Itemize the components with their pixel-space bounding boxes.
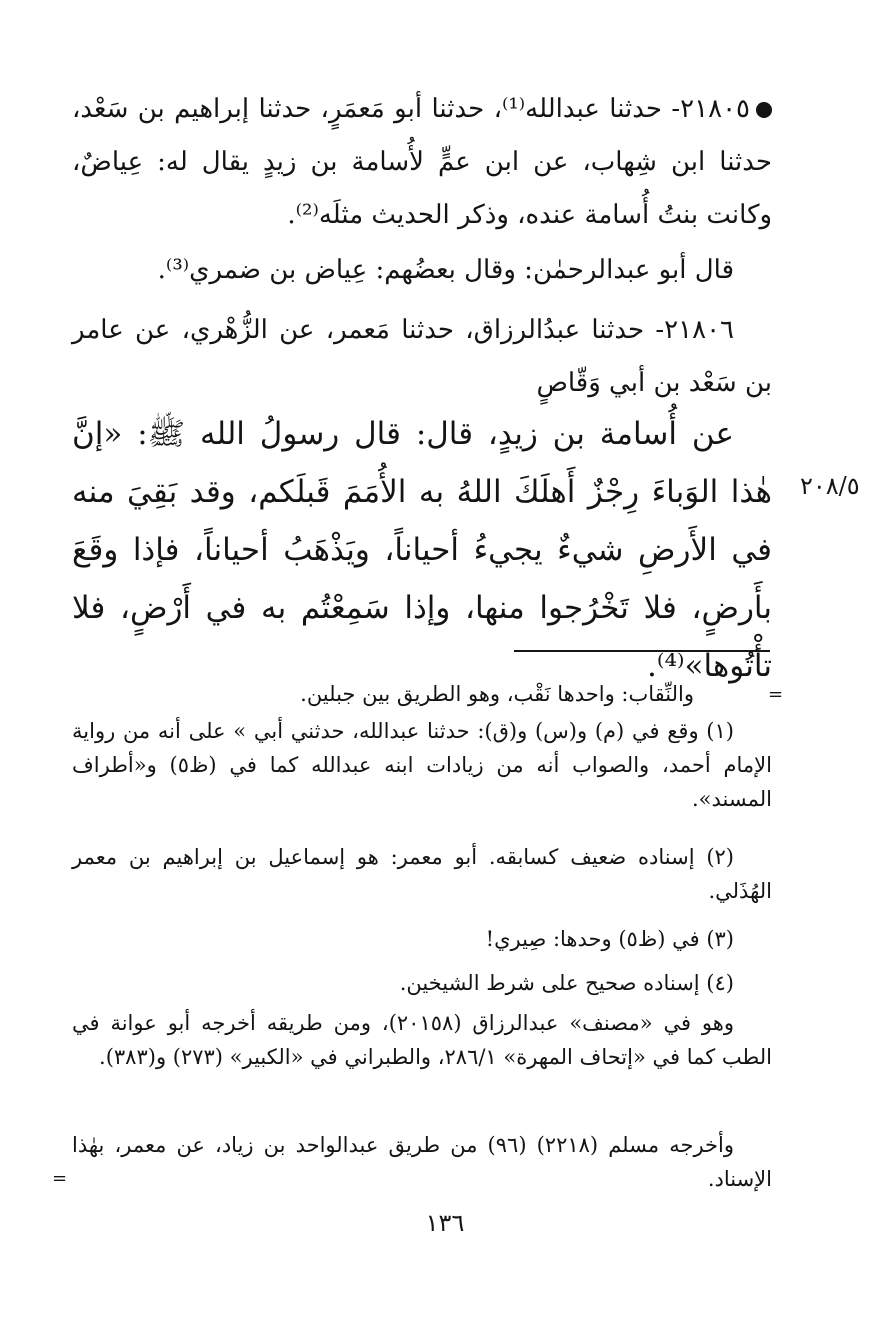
page-number: ١٣٦ (425, 1209, 465, 1237)
footnote-4: (٤) إسناده صحيح على شرط الشيخين. (399, 971, 734, 995)
bullet-icon (756, 102, 772, 118)
hadith-21805-paragraph (72, 83, 772, 242)
hadith-21805-text: ٢١٨٠٥- حدثنا عبدالله⁽¹⁾، حدثنا أبو مَعمَرٍ، حدثنا إبراهيم بن سَعْد، حدثنا ابن شِهاب، عن ابن عمٍّ لأُسامة بن زيدٍ يقال له: عِياضٌ، وكانت بنتُ أُسامة عنده، وذكر الحديث مثلَه⁽²⁾. (72, 94, 772, 230)
abu-abdulrahman-note: قال أبو عبدالرحمٰن: وقال بعضُهم: عِياض بن ضمري⁽³⁾. (157, 255, 734, 285)
footnote-2: (٢) إسناده ضعيف كسابقه. أبو معمر: هو إسماعيل بن إبراهيم بن معمر الهُذَلي. (72, 845, 772, 903)
footnote-4-continuation-2: وأخرجه مسلم (٢٢١٨) (٩٦) من طريق عبدالواحد بن زياد، عن معمر، بهٰذا الإسناد. (72, 1133, 772, 1191)
footnote-4-continuation: وهو في «مصنف» عبدالرزاق (٢٠١٥٨)، ومن طريقه أخرجه أبو عوانة في الطب كما في «إتحاف المهرة» ٢٨٦/١، والطبراني في «الكبير» (٢٧٣) و(٣٨٣). (72, 1011, 772, 1069)
footnote-1: (١) وقع في (م) و(س) و(ق): حدثنا عبدالله، حدثني أبي » على أنه من رواية الإمام أحمد، والصواب أنه من زيادات ابنه عبدالله كما في (ظ٥) و«أطراف المسند». (72, 719, 772, 811)
hadith-21806-matn: عن أُسامة بن زيدٍ، قال: قال رسولُ الله ﷺ: «إنَّ هٰذا الوَباءَ رِجْزٌ أَهلَكَ اللهُ به الأُمَمَ قَبلَكم، وقد بَقِيَ منه في الأَرضِ شيءٌ يجيءُ أحياناً، ويَذْهَبُ أحياناً، فإذا وقَعَ بأَرضٍ، فلا تَخْرُجوا منها، وإذا سَمِعْتُم به في أَرْضٍ، فلا تأْتُوها»⁽⁴⁾. (72, 416, 772, 684)
footnote-continuation-mark: = (768, 684, 784, 705)
hadith-21806-chain: ٢١٨٠٦- حدثنا عبدُالرزاق، حدثنا مَعمر، عن الزُّهْري، عن عامر بن سَعْد بن أبي وَقّاصٍ (72, 315, 772, 398)
margin-volume-page-reference: ٢٠٨/٥ (800, 472, 860, 500)
footnote-continuation: والنِّقاب: واحدها نَقْب، وهو الطريق بين جبلين. (300, 682, 694, 706)
footnote-end-mark: = (52, 1168, 68, 1189)
footnote-3: (٣) في (ظ٥) وحدها: صِيري! (485, 927, 734, 951)
footnote-separator (514, 650, 770, 652)
